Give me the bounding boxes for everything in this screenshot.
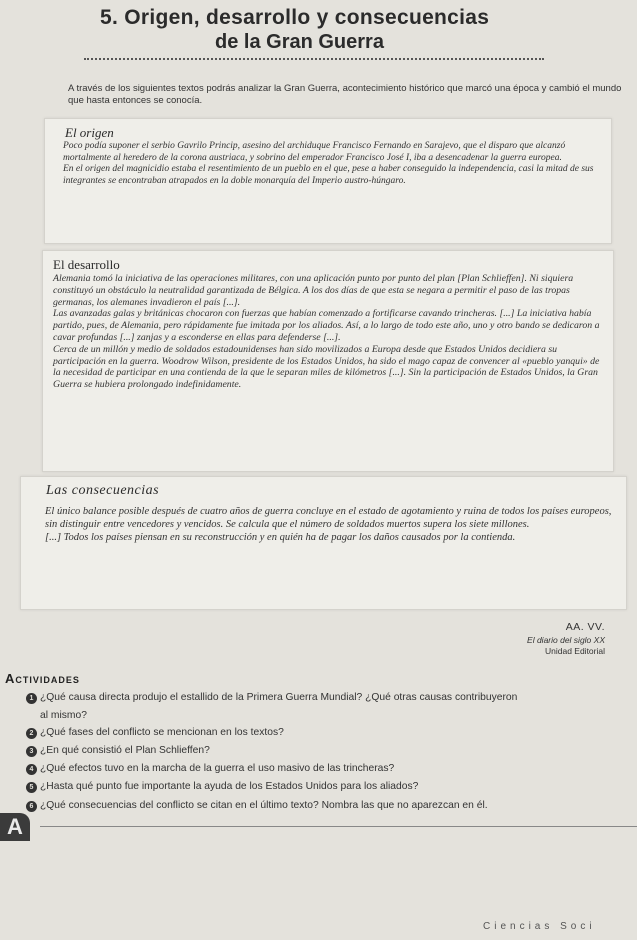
question-number: 3 [26,746,37,757]
question-number: 2 [26,728,37,739]
question-4 [29,760,637,778]
origen-box [44,118,612,244]
question-text: ¿Hasta qué punto fue importante la ayuda de los Estados Unidos para los aliados? [40,781,419,792]
question-6 [29,797,637,815]
question-number: 1 [26,693,37,704]
question-text: ¿Qué causa directa produjo el estallido de la Primera Guerra Mundial? ¿Qué otras causas contribuyeron [40,692,518,703]
bottom-divider [40,826,637,827]
consecuencias-box [20,476,627,610]
desarrollo-paragraph: Alemania tomó la iniciativa de las operaciones militares, con una aplicación punto por punto del plan [Plan Schlieffen]. Ni siquiera constituyó un obstáculo la neutralidad garantizada de Bélgica. A los dos días de que esta se negara a permitir el paso de las tropas germanas, los alemanes invadieron el país [...]. [53,273,574,308]
desarrollo-box [42,250,614,472]
question-text: ¿Qué consecuencias del conflicto se citan en el último texto? Nombra las que no aparezcan en él. [40,800,488,811]
desarrollo-heading: El desarrollo [53,257,120,272]
origen-text [63,141,603,187]
origen-heading: El origen [65,125,114,140]
intro-text: A través de los siguientes textos podrás analizar la Gran Guerra, acontecimiento histórico que marcó una época y cambió el mundo que hasta entonces se conocía. [68,83,622,106]
question-number: 6 [26,801,37,812]
desarrollo-text [53,273,608,391]
consecuencias-paragraph: [...] Todos los países piensan en su reconstrucción y en quién ha de pagar los daños causados por la contienda. [45,532,516,543]
page-subtitle: de la Gran Guerra [215,31,384,53]
page-footer: Ciencias Soci [483,921,596,932]
desarrollo-paragraph: Cerca de un millón y medio de soldados estadounidenses han sido movilizados a Europa desde que Estados Unidos decidiera su participación en la guerra. Woodrow Wilson, presidente de los Estados Unidos, ha sido el mago capaz de convencer al «pueblo yanqui» de la necesidad de participar en una contienda de la que le separan miles de kilómetros [...]. Sin la participación de Estados Unidos, la Gran Guerra se hubiera prolongado indefinidamente. [53,343,600,391]
question-text: ¿Qué efectos tuvo en la marcha de la guerra el uso masivo de las trincheras? [40,763,395,774]
question-text: al mismo? [40,710,87,721]
consecuencias-heading: Las consecuencias [46,483,160,498]
page-title: 5. Origen, desarrollo y consecuencias [100,6,490,29]
question-5 [29,778,637,796]
question-number: 5 [26,782,37,793]
activities-title: Actividades [5,671,80,686]
consecuencias-paragraph: El único balance posible después de cuatro años de guerra concluye en el estado de agotamiento y ruina de todos los países europeos, sin distinguir entre vencedores y vencidos. Se calcula que el número de soldados muertos supera los siete millones. [45,506,612,530]
origen-paragraph: Poco podía suponer el serbio Gavrilo Princip, asesino del archiduque Francisco Fernando en Sarajevo, que el disparo que alcanzó mortalmente al heredero de la corona austriaca, y sobrino del emperador Francisco José I, iba a desencadenar la guerra europea. [63,141,566,163]
consecuencias-text [45,505,620,544]
question-text: ¿En qué consistió el Plan Schlieffen? [40,745,210,756]
question-3 [29,742,637,760]
source-author: AA. VV. [565,621,605,633]
title-divider [84,58,544,60]
question-2 [29,724,637,742]
question-text: ¿Qué fases del conflicto se mencionan en los textos? [40,727,284,738]
question-number: 4 [26,764,37,775]
source-publisher: Unidad Editorial [544,646,605,656]
desarrollo-paragraph: Las avanzadas galas y británicas chocaron con fuerzas que habían comenzado a fortificarse cavando trincheras. [...] La iniciativa había partido, pues, de Alemania, pero rápidamente fue imitada por los aliados. Así, a lo largo de todo este año, uno y otro bando se dedicaron a cavar profundas [...] zanjas y a esconderse en ellas para defenderse [...]. [53,308,600,343]
section-tab: A [0,813,30,841]
source-book: El diario del siglo XX [527,635,605,645]
question-1 [29,689,637,707]
question-1-continued [40,707,637,725]
origen-paragraph: En el origen del magnicidio estaba el resentimiento de un pueblo en el que, pese a haber conseguido la independencia, casi la mitad de sus integrantes se encontraban atrapados en la doble monarquía del Imperio austro-húngaro. [63,164,594,186]
